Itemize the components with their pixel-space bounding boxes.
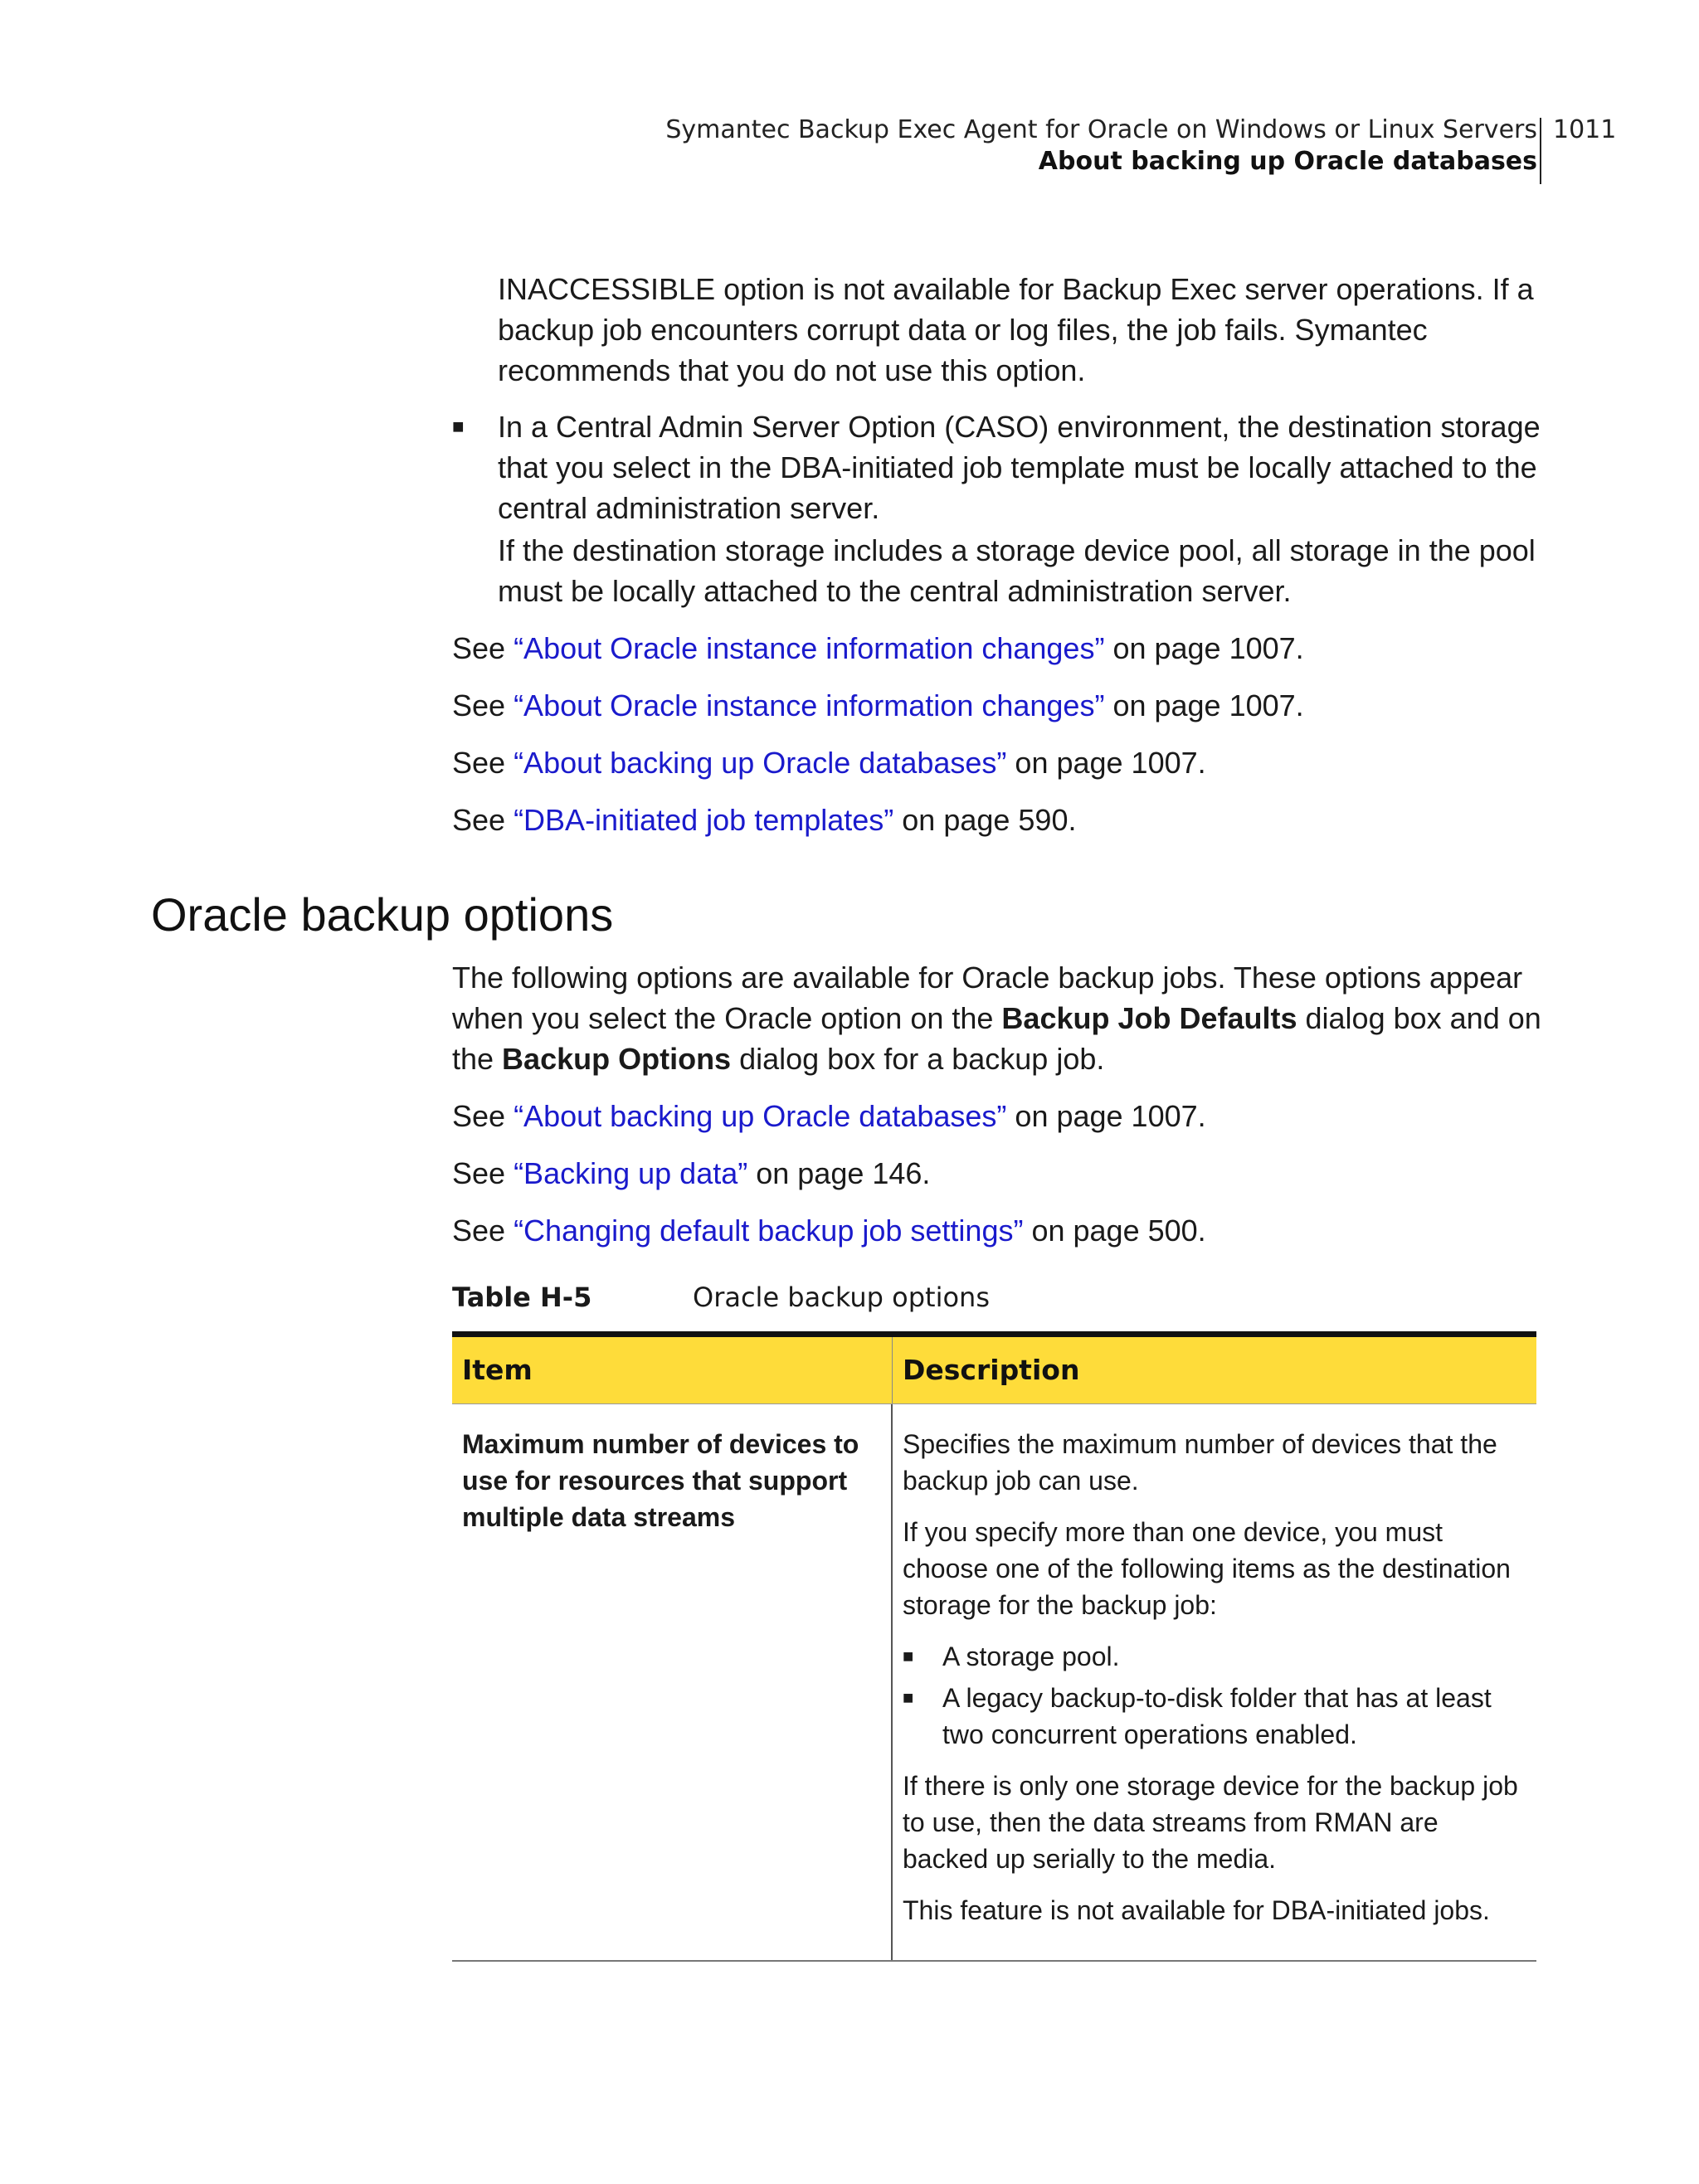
bullet-square-icon: ■: [903, 1646, 914, 1666]
header-divider: [1540, 118, 1541, 184]
intro-paragraph: The following options are available for Oracle backup jobs. These options appear when you select the Oracle option on the Backup Job Defaults dialog box and on the Backup Options dialog box for a backup job.: [452, 961, 1541, 1076]
list-item: ■ A storage pool.: [903, 1638, 1526, 1675]
page-number: 1011: [1553, 115, 1617, 144]
bullet-square-icon: ■: [903, 1687, 914, 1708]
see-reference: See “DBA-initiated job templates” on page 590.: [452, 803, 1077, 837]
xref-link[interactable]: “Backing up data”: [514, 1156, 748, 1190]
running-header: [665, 114, 1537, 178]
desc-paragraph: If you specify more than one device, you must choose one of the following items as the destination storage for the backup job:: [903, 1517, 1511, 1620]
caso-bullet: [452, 406, 1543, 613]
table-header-row: [452, 1337, 1536, 1403]
continuation-paragraph: INACCESSIBLE option is not available for Backup Exec server operations. If a backup job encounters corrupt data or log files, the job fails. Symantec recommends that you do not use this option.: [498, 272, 1534, 387]
options-table: [452, 1331, 1536, 1962]
see-reference: See “Backing up data” on page 146.: [452, 1156, 931, 1190]
xref-link[interactable]: “About backing up Oracle databases”: [514, 746, 1007, 780]
desc-bullet-list: [903, 1638, 1526, 1753]
table-number: Table H-5: [452, 1282, 592, 1313]
xref-link[interactable]: “About Oracle instance information changes”: [514, 688, 1105, 722]
bullet-paragraph-1: In a Central Admin Server Option (CASO) environment, the destination storage that you select in the DBA-initiated job template must be locally attached to the central administration server.: [498, 410, 1541, 525]
header-item: Item: [452, 1337, 893, 1403]
see-reference: See “About Oracle instance information changes” on page 1007.: [452, 688, 1304, 722]
header-description: Description: [903, 1354, 1080, 1386]
section-intro: [452, 957, 1547, 1267]
table-top-rule: [452, 1331, 1536, 1337]
xref-link[interactable]: “About backing up Oracle databases”: [514, 1099, 1007, 1133]
bullet-square-icon: ■: [452, 416, 465, 438]
row-description: [893, 1404, 1536, 1960]
xref-link[interactable]: “Changing default backup job settings”: [514, 1214, 1024, 1248]
table-row: [452, 1403, 1536, 1962]
header-section: About backing up Oracle databases: [1038, 147, 1537, 176]
desc-paragraph: If there is only one storage device for the backup job to use, then the data streams from RMAN are backed up serially to the media.: [903, 1771, 1518, 1874]
xref-link[interactable]: “About Oracle instance information changes”: [514, 631, 1105, 665]
header-title: Symantec Backup Exec Agent for Oracle on Windows or Linux Servers: [665, 115, 1537, 144]
see-reference: See “About backing up Oracle databases” on page 1007.: [452, 746, 1206, 780]
see-references-top: [452, 628, 1547, 857]
table-caption: [452, 1281, 990, 1314]
desc-paragraph: This feature is not available for DBA-initiated jobs.: [903, 1895, 1490, 1925]
table-title: Oracle backup options: [693, 1282, 990, 1313]
section-heading: Oracle backup options: [151, 888, 614, 941]
desc-paragraph: Specifies the maximum number of devices that the backup job can use.: [903, 1429, 1497, 1496]
see-reference: See “About backing up Oracle databases” on page 1007.: [452, 1099, 1206, 1133]
see-reference: See “About Oracle instance information changes” on page 1007.: [452, 631, 1304, 665]
see-reference: See “Changing default backup job settings” on page 500.: [452, 1214, 1206, 1248]
list-item: ■ A legacy backup-to-disk folder that has at least two concurrent operations enabled.: [903, 1680, 1526, 1753]
row-item: Maximum number of devices to use for resources that support multiple data streams: [452, 1404, 893, 1960]
bullet-paragraph-2: If the destination storage includes a storage device pool, all storage in the pool must be locally attached to the central administration server.: [498, 533, 1536, 608]
xref-link[interactable]: “DBA-initiated job templates”: [514, 803, 894, 837]
